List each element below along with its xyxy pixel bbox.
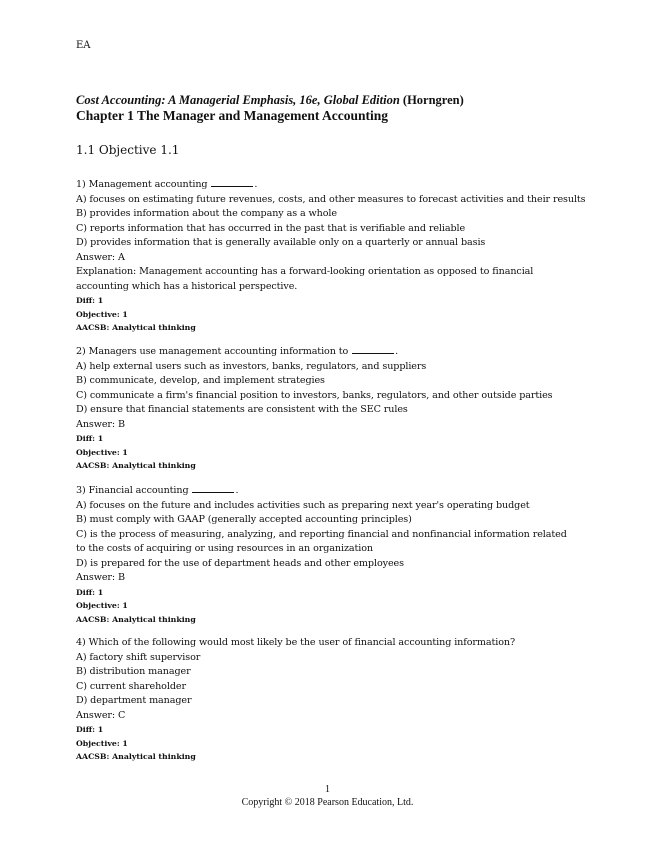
- difficulty: Diff: 1: [76, 587, 104, 597]
- page-number: 1: [325, 784, 330, 795]
- question-3: [76, 483, 586, 626]
- option-a: A) factory shift supervisor: [76, 651, 201, 663]
- answer: Answer: C: [76, 709, 126, 721]
- answer-blank: [211, 177, 253, 187]
- chapter-title: Chapter 1 The Manager and Management Accounting: [76, 108, 389, 123]
- aacsb: AACSB: Analytical thinking: [76, 614, 196, 624]
- question-4: [76, 636, 586, 764]
- question-stem: 4) Which of the following would most likely be the user of financial accounting information?: [76, 637, 516, 648]
- option-b: B) distribution manager: [76, 666, 191, 677]
- option-c: C) reports information that has occurred in the past that is verifiable and reliable: [76, 222, 466, 234]
- question-stem: 2) Managers use management accounting information to .: [76, 346, 399, 357]
- objective: Objective: 1: [76, 309, 128, 319]
- objective: Objective: 1: [76, 738, 128, 748]
- option-a: A) help external users such as investors, banks, regulators, and suppliers: [76, 360, 427, 372]
- option-a: A) focuses on the future and includes activities such as preparing next year's operating budget: [76, 499, 530, 511]
- aacsb: AACSB: Analytical thinking: [76, 752, 196, 761]
- explanation: Explanation: Management accounting has a forward-looking orientation as opposed to financial accounting which has a historical perspective.: [76, 266, 534, 292]
- book-heading: [76, 93, 464, 108]
- answer-blank: [352, 344, 394, 354]
- header-mark: EA: [76, 40, 91, 51]
- objective: Objective: 1: [76, 447, 128, 457]
- aacsb: AACSB: Analytical thinking: [76, 461, 196, 470]
- question-1: [76, 177, 586, 335]
- option-d: D) is prepared for the use of department heads and other employees: [76, 557, 404, 569]
- option-c: C) is the process of measuring, analyzing, and reporting financial and nonfinancial information related to the costs of acquiring or using resources in an organization: [76, 528, 567, 554]
- section-title: 1.1 Objective 1.1: [76, 143, 180, 157]
- book-title: Cost Accounting: A Managerial Emphasis, 16e, Global Edition: [76, 93, 400, 107]
- option-b: B) provides information about the company as a whole: [76, 208, 337, 219]
- book-author: (Horngren): [402, 93, 464, 107]
- objective: Objective: 1: [76, 601, 128, 610]
- aacsb: AACSB: Analytical thinking: [76, 323, 196, 332]
- answer: Answer: B: [76, 418, 125, 430]
- question-stem: 1) Management accounting .: [76, 179, 258, 190]
- option-b: B) communicate, develop, and implement strategies: [76, 375, 325, 386]
- option-c: C) current shareholder: [76, 680, 186, 692]
- answer-blank: [192, 483, 234, 493]
- question-2: [76, 344, 586, 473]
- option-a: A) focuses on estimating future revenues, costs, and other measures to forecast activities and their results: [76, 193, 586, 205]
- difficulty: Diff: 1: [76, 296, 104, 305]
- option-d: D) ensure that financial statements are consistent with the SEC rules: [76, 404, 408, 415]
- option-c: C) communicate a firm's financial position to investors, banks, regulators, and other outside parties: [76, 389, 553, 401]
- option-d: D) department manager: [76, 695, 192, 706]
- difficulty: Diff: 1: [76, 434, 104, 443]
- option-d: D) provides information that is generally available only on a quarterly or annual basis: [76, 237, 486, 248]
- question-stem: 3) Financial accounting .: [76, 485, 239, 496]
- difficulty: Diff: 1: [76, 725, 104, 734]
- copyright: Copyright © 2018 Pearson Education, Ltd.: [241, 797, 414, 808]
- answer: Answer: A: [76, 251, 125, 263]
- option-b: B) must comply with GAAP (generally accepted accounting principles): [76, 514, 412, 525]
- answer: Answer: B: [76, 572, 125, 583]
